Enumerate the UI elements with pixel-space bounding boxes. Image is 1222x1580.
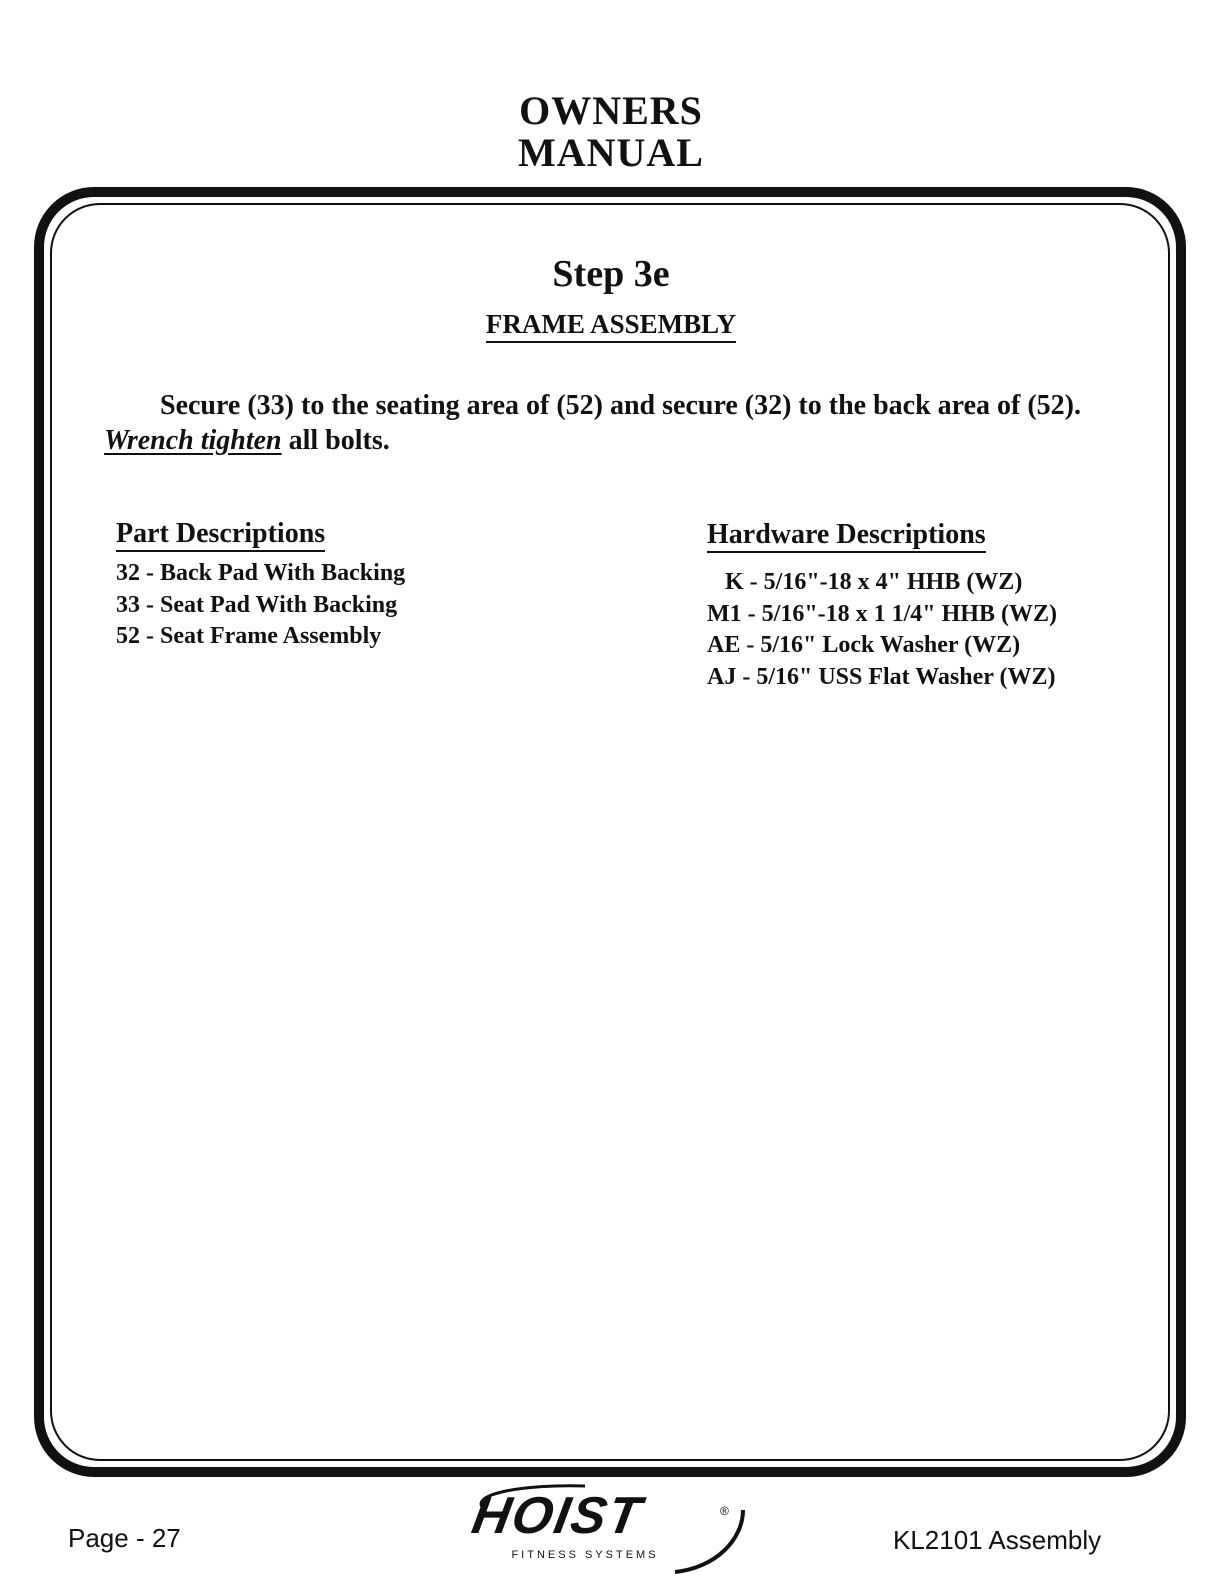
content-frame (34, 187, 1186, 1477)
logo-tagline: FITNESS SYSTEMS (511, 1549, 659, 1561)
list-item: 52 - Seat Frame Assembly (116, 623, 382, 649)
list-item: AE - 5/16" Lock Washer (WZ) (707, 632, 1021, 658)
list-item: M1 - 5/16"-18 x 1 1/4" HHB (WZ) (707, 600, 1057, 627)
hardware-descriptions-heading-text: Hardware Descriptions (707, 519, 986, 553)
title-line-2: MANUAL (518, 130, 704, 175)
registered-mark: ® (720, 1504, 729, 1518)
part-descriptions-heading-text: Part Descriptions (116, 518, 325, 552)
instruction-text-2: all bolts. (281, 425, 390, 456)
instruction-emphasis: Wrench tighten (104, 425, 282, 456)
model-label: KL2101 Assembly (893, 1525, 1102, 1555)
section-title-text: FRAME ASSEMBLY (486, 309, 736, 343)
logo-wordmark: HOIST (467, 1487, 648, 1545)
list-item: K - 5/16"-18 x 4" HHB (WZ) (725, 569, 1023, 595)
hoist-logo (445, 1480, 755, 1575)
hardware-descriptions-list (707, 567, 1057, 693)
section-title (0, 308, 1222, 340)
step-title: Step 3e (552, 253, 670, 295)
list-item: AJ - 5/16" USS Flat Washer (WZ) (707, 663, 1056, 690)
part-descriptions-heading (116, 517, 325, 551)
list-item: 32 - Back Pad With Backing (116, 560, 406, 586)
instruction-paragraph (104, 388, 1124, 458)
page-number: Page - 27 (68, 1523, 181, 1553)
instruction-text-1: Secure (33) to the seating area of (52) and secure (32) to the back area of (52). (160, 390, 1081, 421)
hardware-descriptions-heading (707, 518, 986, 552)
title-line-1: OWNERS (519, 88, 703, 133)
part-descriptions-list (116, 558, 405, 653)
document-title (0, 90, 1222, 174)
list-item: 33 - Seat Pad With Backing (116, 591, 398, 618)
